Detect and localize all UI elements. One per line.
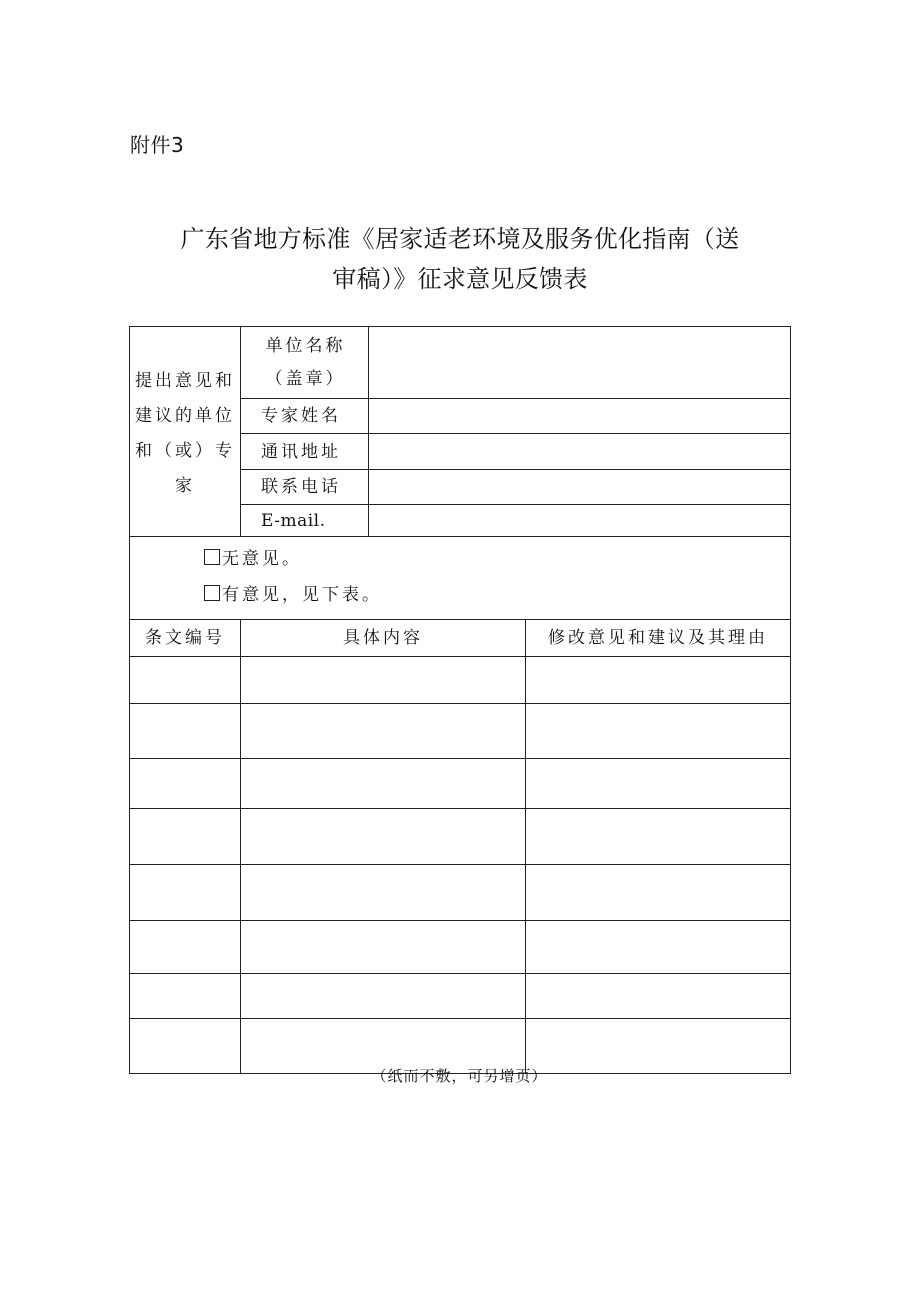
suggestion-cell[interactable] — [526, 921, 791, 974]
attachment-label: 附件3 — [130, 133, 185, 157]
suggestion-cell[interactable] — [526, 704, 791, 759]
clause-cell[interactable] — [130, 657, 241, 704]
unit-name-field[interactable] — [369, 327, 791, 399]
clause-cell[interactable] — [130, 704, 241, 759]
opinion-options — [130, 537, 791, 620]
address-label: 通讯地址 — [241, 434, 369, 470]
content-cell[interactable] — [241, 704, 526, 759]
suggestion-cell[interactable] — [526, 759, 791, 809]
form-title-line-1: 广东省地方标准《居家适老环境及服务优化指南（送 — [180, 225, 740, 253]
page-footnote: （纸而不敷，可另增页） — [371, 1067, 548, 1085]
comment-table-header — [130, 620, 791, 657]
feedback-form-table — [129, 326, 791, 1074]
clause-cell[interactable] — [130, 809, 241, 865]
table-row — [130, 865, 791, 921]
submitter-group-label: 提出意见和建议的单位和（或）专家 — [130, 327, 241, 537]
opinion-options-row — [130, 537, 791, 620]
content-cell[interactable] — [241, 809, 526, 865]
content-cell[interactable] — [241, 921, 526, 974]
table-row — [130, 657, 791, 704]
option-has-opinion[interactable] — [204, 577, 790, 613]
clause-cell[interactable] — [130, 974, 241, 1019]
content-cell[interactable] — [241, 657, 526, 704]
table-row — [130, 809, 791, 865]
suggestion-header: 修改意见和建议及其理由 — [526, 620, 791, 657]
expert-name-field[interactable] — [369, 399, 791, 434]
no-opinion-label: 无意见。 — [222, 549, 302, 569]
suggestion-cell[interactable] — [526, 809, 791, 865]
address-field[interactable] — [369, 434, 791, 470]
table-row — [130, 921, 791, 974]
email-field[interactable] — [369, 505, 791, 537]
table-row — [130, 759, 791, 809]
content-header: 具体内容 — [241, 620, 526, 657]
phone-field[interactable] — [369, 470, 791, 505]
has-opinion-checkbox[interactable] — [204, 585, 220, 601]
suggestion-cell[interactable] — [526, 974, 791, 1019]
form-title-line-2: 审稿）》征求意见反馈表 — [332, 265, 588, 293]
expert-name-label: 专家姓名 — [241, 399, 369, 434]
option-no-opinion[interactable] — [204, 541, 790, 577]
clause-cell[interactable] — [130, 759, 241, 809]
info-row-unit — [130, 327, 791, 399]
suggestion-cell[interactable] — [526, 657, 791, 704]
clause-cell[interactable] — [130, 865, 241, 921]
unit-name-label: 单位名称（盖章） — [241, 327, 369, 399]
no-opinion-checkbox[interactable] — [204, 549, 220, 565]
email-label: E-mail. — [241, 505, 369, 537]
has-opinion-label: 有意见，见下表。 — [222, 585, 382, 605]
phone-label: 联系电话 — [241, 470, 369, 505]
content-cell[interactable] — [241, 974, 526, 1019]
content-cell[interactable] — [241, 759, 526, 809]
clause-cell[interactable] — [130, 921, 241, 974]
table-row — [130, 974, 791, 1019]
form-title — [130, 219, 790, 299]
table-row — [130, 704, 791, 759]
content-cell[interactable] — [241, 865, 526, 921]
clause-number-header: 条文编号 — [130, 620, 241, 657]
suggestion-cell[interactable] — [526, 865, 791, 921]
